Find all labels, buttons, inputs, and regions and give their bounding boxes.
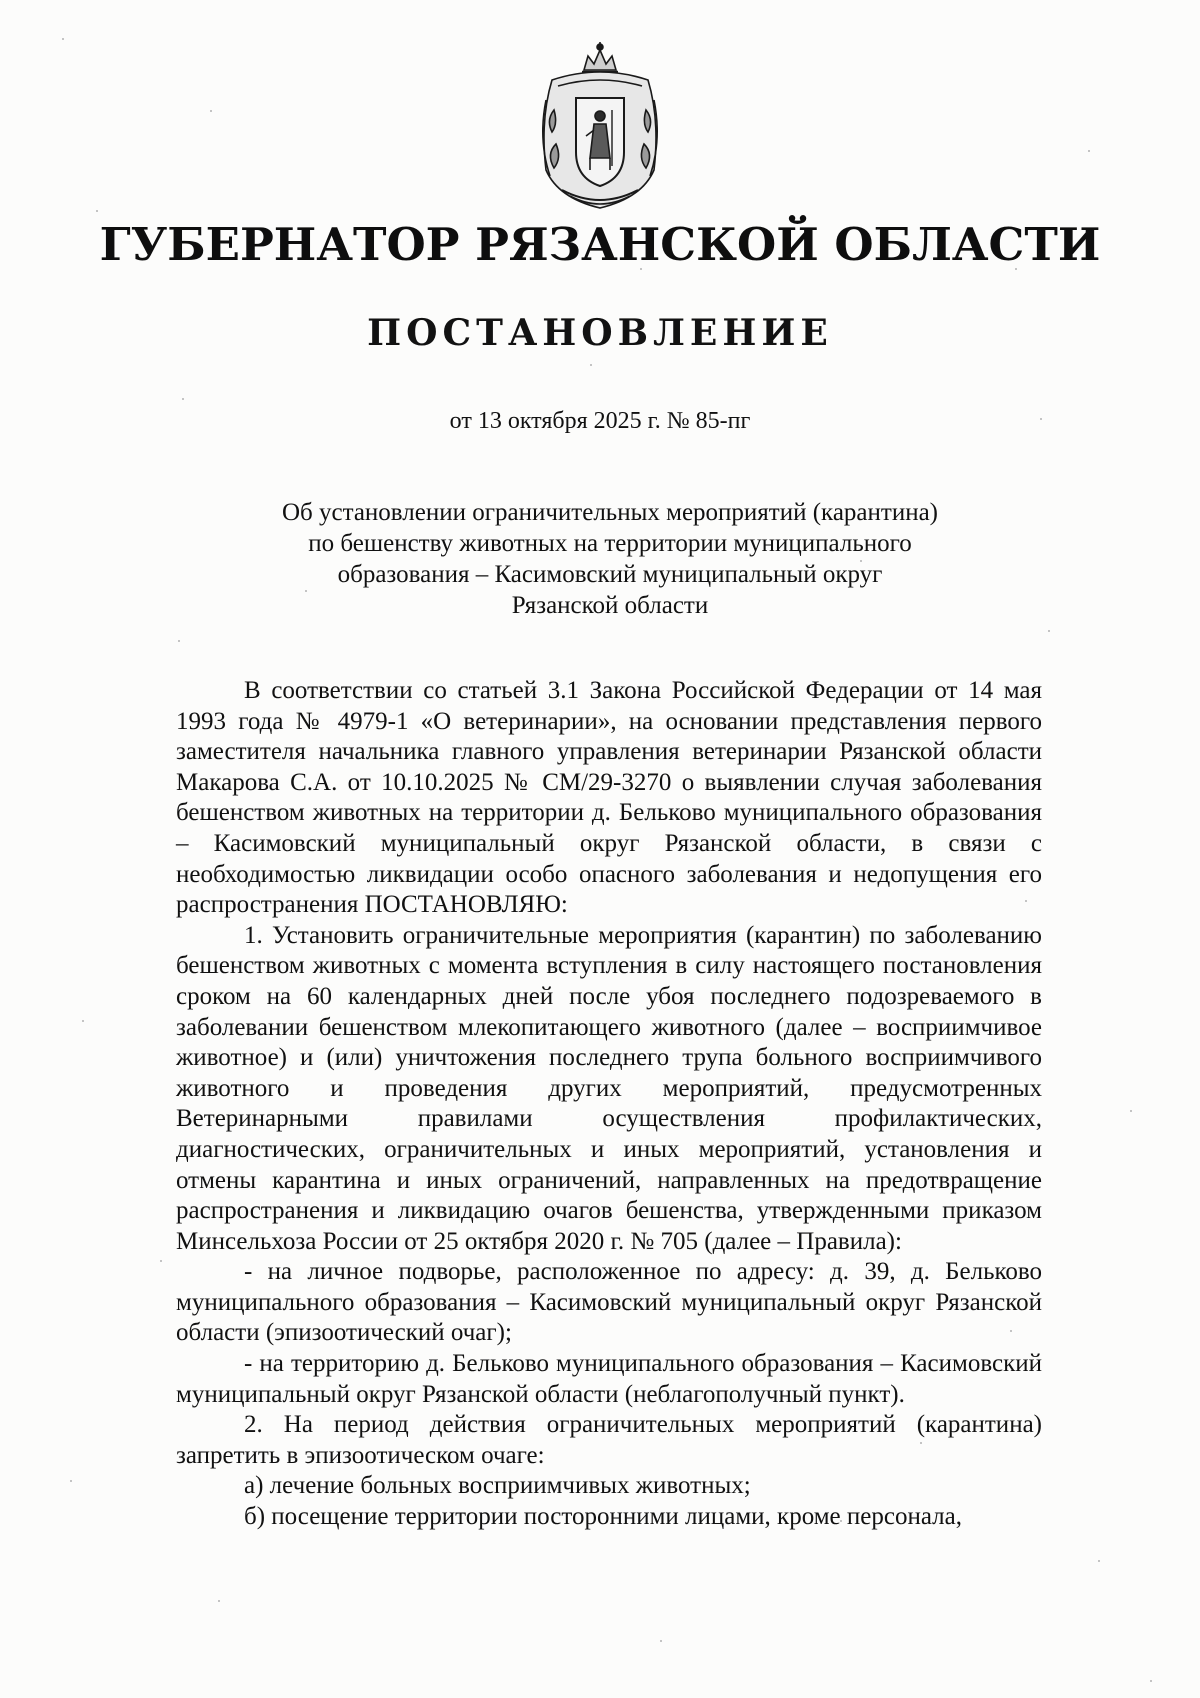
issuing-authority: ГУБЕРНАТОР РЯЗАНСКОЙ ОБЛАСТИ <box>99 218 1101 271</box>
document-type: ПОСТАНОВЛЕНИЕ <box>367 312 833 354</box>
subject-line: Рязанской области <box>511 592 709 619</box>
ryazan-coat-of-arms-icon <box>532 40 668 216</box>
subject-line: образования – Касимовский муниципальный округ <box>337 561 883 588</box>
item-1-subitem: - на территорию д. Бельково муниципального образования – Касимовский муниципальный округ Рязанской области (неблагополучный пункт). <box>176 1350 1042 1408</box>
item-2-subitem: а) лечение больных восприимчивых животных; <box>244 1472 751 1500</box>
preamble-paragraph: В соответствии со статьей 3.1 Закона Российской Федерации от 14 мая 1993 года № 4979-1 «О ветеринарии», на основании представления первого заместителя начальника главного управления ветеринарии Рязанской области Макарова С.А. от 10.10.2025 № СМ/29-3270 о выявлении случая заболевания бешенством животных на территории д. Бельково муниципального образования – Касимовский муниципальный округ Рязанской области, в связи с необходимостью ликвидации особо опасного заболевания и недопущения его распространения ПОСТАНОВЛЯЮ: <box>176 677 1042 919</box>
document-date-number: от 13 октября 2025 г. № 85-пг <box>449 408 751 434</box>
subject-line: по бешенству животных на территории муниципального <box>308 530 912 557</box>
subject-line: Об установлении ограничительных мероприятий (карантина) <box>281 499 939 526</box>
item-1-subitem: - на личное подворье, расположенное по адресу: д. 39, д. Бельково муниципального образования – Касимовский муниципальный округ Рязанской области (эпизоотический очаг); <box>176 1258 1042 1347</box>
item-1-paragraph: 1. Установить ограничительные мероприятия (карантин) по заболеванию бешенством животных с момента вступления в силу настоящего постановления сроком на 60 календарных дней после убоя последнего подозреваемого в заболевании бешенством млекопитающего животного (далее – восприимчивое животное) и (или) уничтожения последнего трупа больного восприимчивого животного и проведения других мероприятий, предусмотренных Ветеринарными правилами осуществления профилактических, диагностических, ограничительных и иных мероприятий, установления и отмены карантина и иных ограничений, направленных на предотвращение распространения и ликвидацию очагов бешенства, утвержденными приказом Минсельхоза России от 25 октября 2020 г. № 705 (далее – Правила): <box>176 921 1042 1255</box>
item-2-subitem: б) посещение территории посторонними лицами, кроме персонала, <box>244 1503 962 1531</box>
document-subject <box>250 497 970 621</box>
item-2-paragraph: 2. На период действия ограничительных мероприятий (карантина) запретить в эпизоотическом очаге: <box>176 1411 1042 1469</box>
document-body <box>176 676 1042 1533</box>
